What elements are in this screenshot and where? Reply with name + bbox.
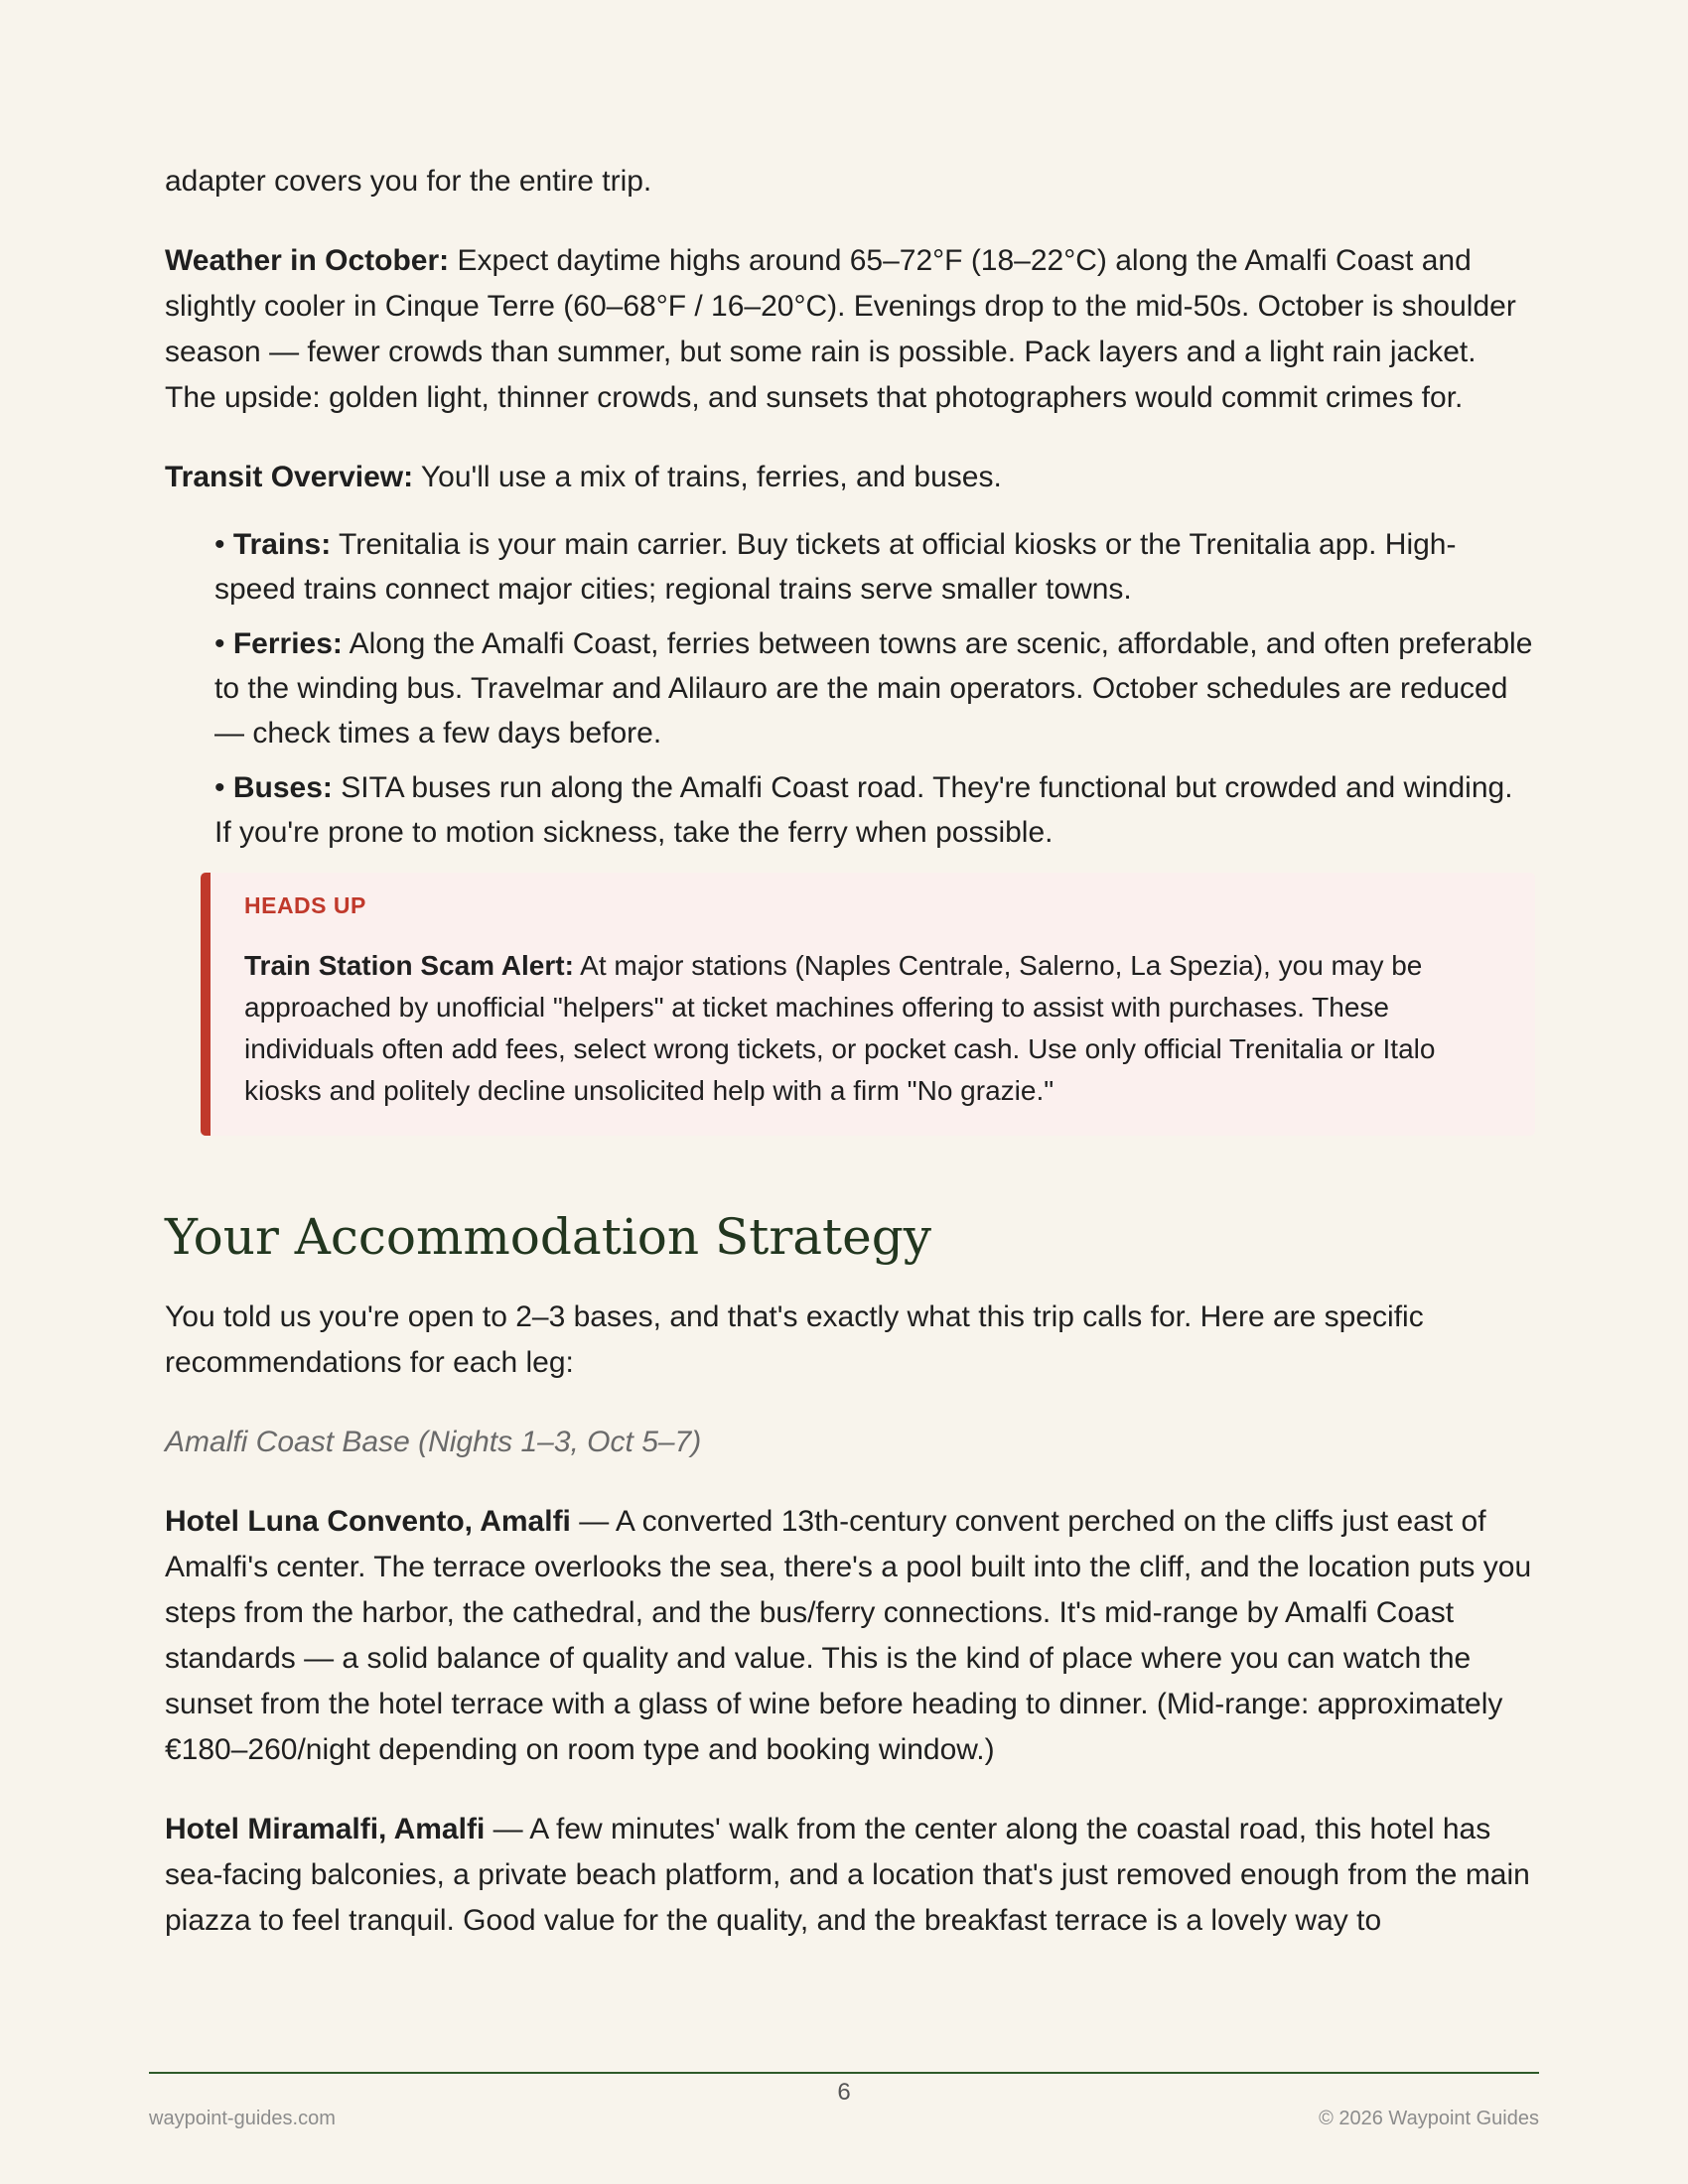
accommodation-intro: You told us you're open to 2–3 bases, and that's exactly what this trip calls for. Here are specific recommendations for each leg:: [165, 1300, 1424, 1379]
callout-title: HEADS UP: [244, 892, 366, 918]
footer-copyright: © 2026 Waypoint Guides: [1319, 2108, 1539, 2129]
buses-text: SITA buses run along the Amalfi Coast road. They're functional but crowded and winding. If you're prone to motion sickness, take the ferry when possible.: [214, 771, 1513, 849]
amalfi-base-subhead: Amalfi Coast Base (Nights 1–3, Oct 5–7): [165, 1426, 702, 1458]
weather-paragraph: [165, 238, 1535, 421]
buses-label: Buses:: [232, 771, 333, 804]
accommodation-heading: Your Accommodation Strategy: [165, 1208, 931, 1266]
trains-label: Trains:: [232, 528, 332, 561]
ferries-label: Ferries:: [232, 627, 343, 660]
list-item-ferries: • Ferries: Along the Amalfi Coast, ferries between towns are scenic, affordable, and often preferable to the winding bus. Travelmar and Alilauro are the main operators. October schedules are reduced — check times a few days before.: [214, 627, 1533, 750]
trains-text: Trenitalia is your main carrier. Buy tickets at official kiosks or the Trenitalia app. High-speed trains connect major cities; regional trains serve smaller towns.: [214, 528, 1457, 606]
list-item-buses: • Buses: SITA buses run along the Amalfi Coast road. They're functional but crowded and winding. If you're prone to motion sickness, take the ferry when possible.: [214, 771, 1513, 849]
callout-label: Train Station Scam Alert:: [244, 950, 574, 981]
footer-site-url: waypoint-guides.com: [149, 2108, 336, 2129]
hotel-miramalfi-name: Hotel Miramalfi, Amalfi: [165, 1813, 486, 1845]
footer-divider: [149, 2072, 1539, 2074]
hotel-miramalfi-text: — A few minutes' walk from the center along the coastal road, this hotel has sea-facing balconies, a private beach platform, and a location that's just removed enough from the main piazza to feel tranquil. Good value for the quality, and the breakfast terrace is a lovely way to: [165, 1813, 1530, 1937]
document-body: [165, 159, 1535, 1978]
page-number: 6: [837, 2079, 851, 2106]
intro-fragment: adapter covers you for the entire trip.: [165, 165, 652, 198]
weather-text: Expect daytime highs around 65–72°F (18–22°C) along the Amalfi Coast and slightly cooler in Cinque Terre (60–68°F / 16–20°C). Evenings drop to the mid-50s. October is shoulder season — fewer crowds than summer, but some rain is possible. Pack layers and a light rain jacket. The upside: golden light, thinner crowds, and sunsets that photographers would commit crimes for.: [165, 244, 1516, 414]
callout-body: [244, 945, 1499, 1112]
ferries-text: Along the Amalfi Coast, ferries between towns are scenic, affordable, and often preferable to the winding bus. Travelmar and Alilauro are the main operators. October schedules are reduced — check times a few days before.: [214, 627, 1533, 750]
list-item-trains: • Trains: Trenitalia is your main carrier. Buy tickets at official kiosks or the Trenitalia app. High-speed trains connect major cities; regional trains serve smaller towns.: [214, 528, 1457, 606]
hotel-luna-convento-name: Hotel Luna Convento, Amalfi: [165, 1505, 571, 1538]
hotel-luna-convento-paragraph: [165, 1499, 1535, 1773]
callout-text: At major stations (Naples Centrale, Salerno, La Spezia), you may be approached by unofficial "helpers" at ticket machines offering to assist with purchases. These individuals often add fees, select wrong tickets, or pocket cash. Use only official Trenitalia or Italo kiosks and politely decline unsolicited help with a firm "No grazie.": [244, 950, 1436, 1106]
hotel-luna-convento-text: — A converted 13th-century convent perched on the cliffs just east of Amalfi's center. The terrace overlooks the sea, there's a pool built into the cliff, and the location puts you steps from the harbor, the cathedral, and the bus/ferry connections. It's mid-range by Amalfi Coast standards — a solid balance of quality and value. This is the kind of place where you can watch the sunset from the hotel terrace with a glass of wine before heading to dinner. (Mid-range: approximately €180–260/night depending on room type and booking window.): [165, 1505, 1532, 1766]
transit-paragraph: [165, 455, 1535, 500]
transit-text: You'll use a mix of trains, ferries, and buses.: [413, 461, 1002, 493]
weather-label: Weather in October:: [165, 244, 450, 277]
hotel-miramalfi-paragraph: [165, 1807, 1535, 1944]
transit-label: Transit Overview:: [165, 461, 414, 493]
heads-up-callout: [201, 873, 1535, 1136]
transit-list: [165, 522, 1535, 855]
